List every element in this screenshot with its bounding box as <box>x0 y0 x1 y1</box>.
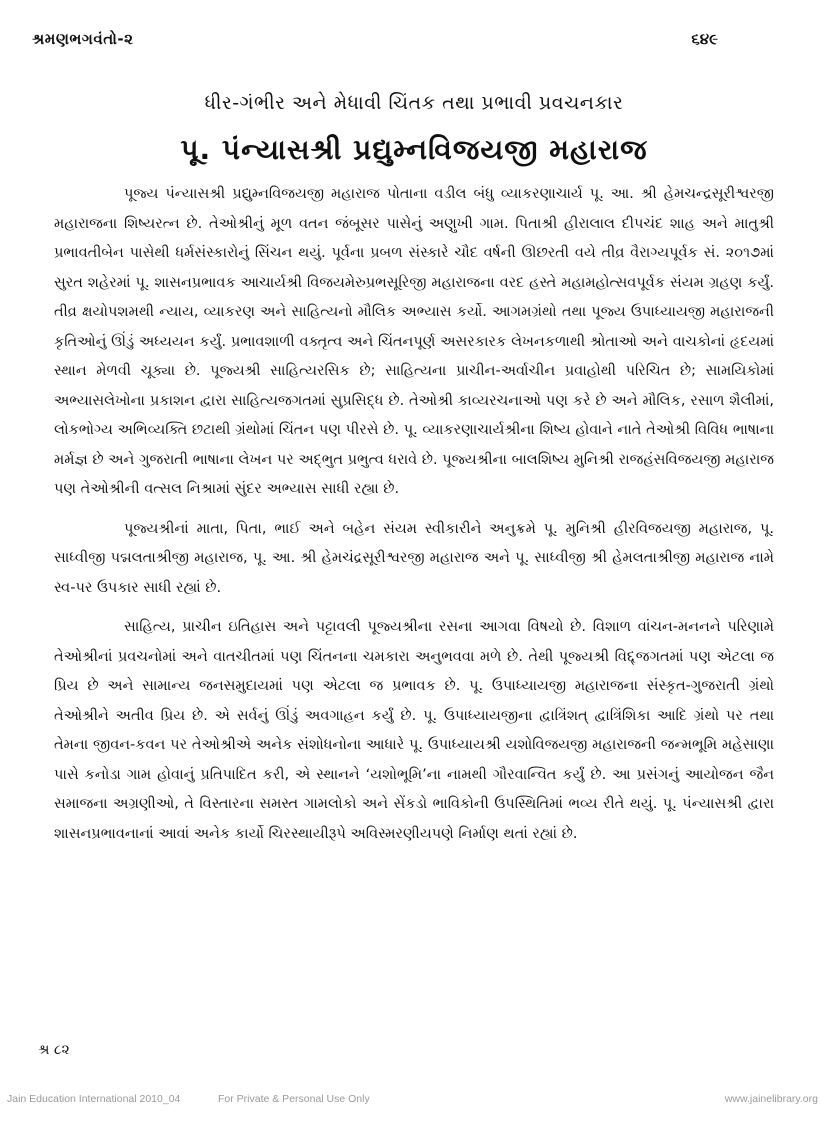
paragraph-1: પૂજ્ય પંન્યાસશ્રી પ્રદ્યુમ્નવિજયજી મહારાજ પોતાના વડીલ બંધુ વ્યાકરણાચાર્ય પૂ. આ. શ્રી હેમચન્દ્રસૂરીશ્વરજી મહારાજના શિષ્યરત્ન છે. તેઓશ્રીનું મૂળ વતન જંબૂસર પાસેનું અણુખી ગામ. પિતાશ્રી હીરાલાલ દીપચંદ શાહ અને માતુશ્રી પ્રભાવતીબેન પાસેથી ધર્મસંસ્કારોનું સિંચન થયું. પૂર્વના પ્રબળ સંસ્કારે ચૌદ વર્ષની ઊછરતી વયે તીવ્ર વૈરાગ્યપૂર્વક સં. ૨૦૧૭માં સુરત શહેરમાં પૂ. શાસનપ્રભાવક આચાર્યશ્રી વિજયમેરુપ્રભસૂરિજી મહારાજના વરદ હસ્તે મહામહોત્સવપૂર્વક સંયમ ગ્રહણ કર્યું. તીવ્ર ક્ષયોપશમથી ન્યાય, વ્યાકરણ અને સાહિત્યનો મૌલિક અભ્યાસ કર્યો. આગમગ્રંથો તથા પૂજ્ય ઉપાધ્યાયજી મહારાજની કૃતિઓનું ઊંડું અધ્યયન કર્યું. પ્રભાવશાળી વક્તૃત્વ અને ચિંતનપૂર્ણ અસરકારક લેખનકળાથી શ્રોતાઓ અને વાચકોનાં હૃદયમાં સ્થાન મેળવી ચૂક્યા છે. પૂજ્યશ્રી સાહિત્યરસિક છે; સાહિત્યના પ્રાચીન-અર્વાચીન પ્રવાહોથી પરિચિત છે; સામયિકોમાં અભ્યાસલેખોના પ્રકાશન દ્વારા સાહિત્યજગતમાં સુપ્રસિદ્ધ છે. તેઓશ્રી કાવ્યરચનાઓ પણ કરે છે અને મૌલિક, રસાળ શૈલીમાં, લોકભોગ્ય અભિવ્યક્તિ છટાથી ગ્રંથોમાં ચિંતન પણ પીરસે છે. પૂ. વ્યાકરણાચાર્યશ્રીના શિષ્ય હોવાને નાતે તેઓશ્રી વિવિધ ભાષાના મર્મજ્ઞ છે અને ગુજરાતી ભાષાના લેખન પર અદ્ભુત પ્રભુત્વ ધરાવે છે. પૂજ્યશ્રીના બાલશિષ્ય મુનિશ્રી રાજહંસવિજયજી મહારાજ પણ તેઓશ્રીની વત્સલ નિશ્રામાં સુંદર અભ્યાસ સાધી રહ્યા છે. <box>54 186 774 497</box>
article-subtitle: ધીર-ગંભીર અને મેધાવી ચિંતક તથા પ્રભાવી પ્રવચનકાર <box>204 92 624 114</box>
article-title: પૂ. પંન્યાસશ્રી પ્રદ્યુમ્નવિજયજી મહારાજ <box>180 133 648 166</box>
signature-mark: શ્ર ૮૨ <box>38 1042 70 1058</box>
paragraph-2: પૂજ્યશ્રીનાં માતા, પિતા, ભાઈ અને બહેન સંયમ સ્વીકારીને અનુક્રમે પૂ. મુનિશ્રી હીરવિજયજી મહારાજ, પૂ. સાધ્વીજી પદ્મલતાશ્રીજી મહારાજ, પૂ. આ. શ્રી હેમચંદ્રસૂરીશ્વરજી મહારાજ અને પૂ. સાધ્વીજી શ્રી હેમલતાશ્રીજી મહારાજ નામે સ્વ-પર ઉપકાર સાધી રહ્યાં છે. <box>54 520 774 596</box>
paragraph-3: સાહિત્ય, પ્રાચીન ઇતિહાસ અને પટ્ટાવલી પૂજ્યશ્રીના રસના આગવા વિષયો છે. વિશાળ વાંચન-મનનને પરિણામે તેઓશ્રીનાં પ્રવચનોમાં અને વાતચીતમાં પણ ચિંતનના ચમકારા અનુભવવા મળે છે. તેથી પૂજ્યશ્રી વિદ્દ્જગતમાં પણ એટલા જ પ્રિય છે અને સામાન્ય જનસમુદાયમાં પણ એટલા જ પ્રભાવક છે. પૂ. ઉપાધ્યાયજી મહારાજના સંસ્કૃત-ગુજરાતી ગ્રંથો તેઓશ્રીને અતીવ પ્રિય છે. એ સર્વનું ઊંડું અવગાહન કર્યું છે. પૂ. ઉપાધ્યાયજીના દ્વાત્રિંશત્ દ્વાત્રિંશિકા આદિ ગ્રંથો પર તથા તેમના જીવન-કવન પર તેઓશ્રીએ અનેક સંશોધનોના આધારે પૂ. ઉપાધ્યાયશ્રી યશોવિજયજી મહારાજની જન્મભૂમિ મહેસાણા પાસે કનોડા ગામ હોવાનું પ્રતિપાદિત કરી, એ સ્થાનને ‘યશોભૂમિ’ના નામથી ગૌરવાન્વિત કર્યું છે. આ પ્રસંગનું આયોજન જૈન સમાજના અગ્રણીઓ, તે વિસ્તારના સમસ્ત ગામલોકો અને સેંકડો ભાવિકોની ઉપસ્થિતિમાં ભવ્ય રીતે થયું. પૂ. પંન્યાસશ્રી દ્વારા શાસનપ્રભાવનાનાં આવાં અનેક કાર્યો ચિરસ્થાયીરૂપે અવિસ્મરણીયપણે નિર્માણ થતાં રહ્યાં છે. <box>54 619 774 842</box>
watermark-right: www.jainelibrary.org <box>724 1093 818 1105</box>
running-head: શ્રમણભગવંતો-૨ <box>32 30 134 48</box>
page-number: ૬૪૯ <box>691 30 718 48</box>
article-body <box>54 180 774 859</box>
watermark-left: Jain Education International 2010_04 <box>7 1093 181 1105</box>
watermark-center: For Private & Personal Use Only <box>218 1093 370 1105</box>
